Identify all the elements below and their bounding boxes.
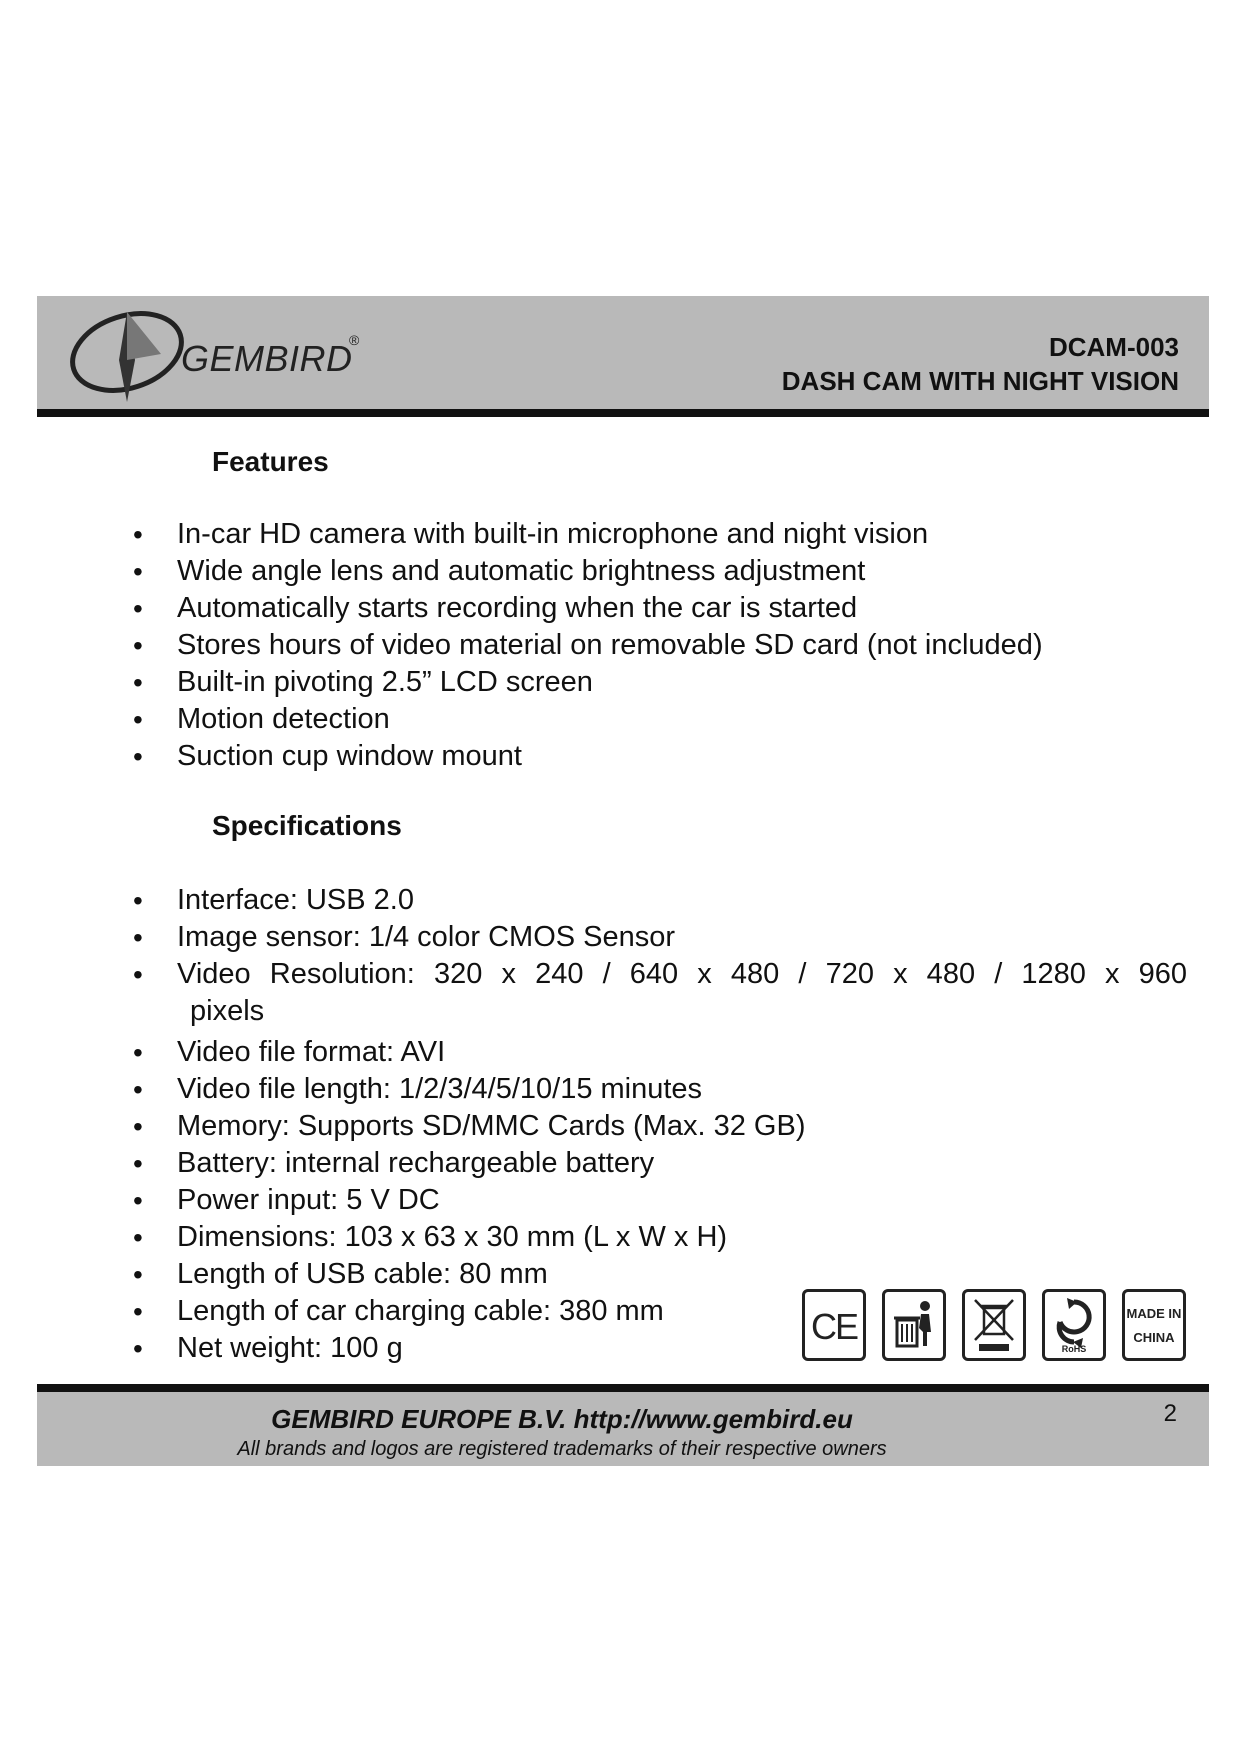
product-name: DASH CAM WITH NIGHT VISION bbox=[781, 366, 1179, 396]
list-item: • Dimensions: 103 x 63 x 30 mm (L x W x H) bbox=[0, 1219, 1241, 1256]
gembird-logo-mark bbox=[65, 302, 185, 406]
registered-mark: ® bbox=[349, 332, 360, 348]
list-item: • In-car HD camera with built-in microphone and night vision bbox=[0, 516, 1241, 553]
resolution-text: • Video Resolution: 320 x 240 / 640 x 480 / 720 x 480 / 1280 x 960 bbox=[177, 958, 1187, 990]
features-list bbox=[0, 516, 1241, 775]
list-item: • Suction cup window mount bbox=[0, 738, 1241, 775]
gembird-logo bbox=[65, 302, 360, 406]
made-in-china-mark: MADE IN CHINA bbox=[1122, 1289, 1186, 1361]
page-header bbox=[37, 296, 1209, 417]
recycle-bin-icon bbox=[882, 1289, 946, 1361]
page-footer bbox=[37, 1384, 1209, 1466]
footer-company: GEMBIRD EUROPE B.V. http://www.gembird.eu bbox=[271, 1404, 853, 1434]
list-item: • Memory: Supports SD/MMC Cards (Max. 32 GB) bbox=[0, 1108, 1241, 1145]
header-product-info bbox=[782, 330, 1179, 398]
page-number: 2 bbox=[1163, 1400, 1177, 1427]
weee-crossed-bin-icon bbox=[962, 1289, 1026, 1361]
ce-mark-icon: CE bbox=[802, 1289, 866, 1361]
list-item: • Video file format: AVI bbox=[0, 1034, 1241, 1071]
list-item: • Wide angle lens and automatic brightness adjustment bbox=[0, 553, 1241, 590]
list-item: • Length of USB cable: 80 mm bbox=[0, 1256, 1241, 1293]
rohs-icon: RoHS bbox=[1042, 1289, 1106, 1361]
model-number: DCAM-003 bbox=[1048, 332, 1179, 362]
logo-brand-text: GEMBIRD bbox=[181, 338, 353, 379]
list-item: • Interface: USB 2.0 bbox=[0, 882, 1241, 919]
resolution-unit: pixels bbox=[190, 995, 265, 1027]
list-item: • Length of car charging cable: 380 mm bbox=[0, 1293, 1241, 1330]
footer-trademark-note: All brands and logos are registered trademarks of their respective owners bbox=[237, 1438, 887, 1460]
list-item: • Stores hours of video material on removable SD card (not included) bbox=[0, 627, 1241, 664]
specifications-title: Specifications bbox=[212, 810, 402, 841]
list-item: • Video file length: 1/2/3/4/5/10/15 minutes bbox=[0, 1071, 1241, 1108]
list-item: • Power input: 5 V DC bbox=[0, 1182, 1241, 1219]
list-item: • Net weight: 100 g bbox=[0, 1330, 1241, 1367]
list-item: • Automatically starts recording when the car is started bbox=[0, 590, 1241, 627]
list-item: • Built-in pivoting 2.5” LCD screen bbox=[0, 664, 1241, 701]
list-item: • Image sensor: 1/4 color CMOS Sensor bbox=[0, 919, 1241, 956]
list-item: • Battery: internal rechargeable battery bbox=[0, 1145, 1241, 1182]
list-item-resolution bbox=[0, 956, 1241, 1034]
features-title: Features bbox=[212, 446, 329, 477]
list-item: • Motion detection bbox=[0, 701, 1241, 738]
